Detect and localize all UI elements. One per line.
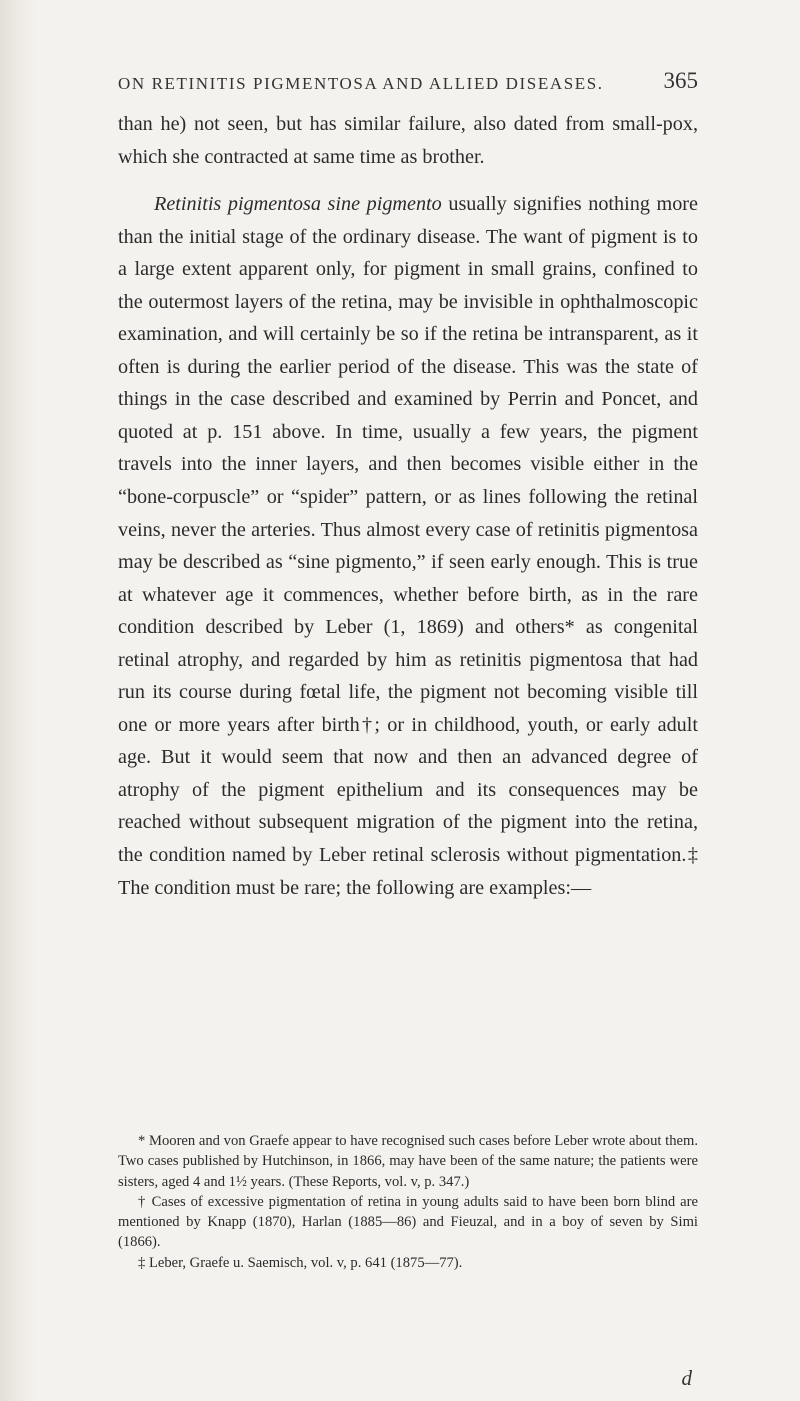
footnote: * Mooren and von Graefe appear to have recognised such cases before Leber wrote about them. Two cases published by Hutchinson, in 1866, may have been of the same nature; the patients were sisters, aged 4 and 1½ years. (These Reports, vol. v, p. 347.): [118, 1133, 698, 1190]
running-head: [118, 68, 698, 100]
footnote: † Cases of excessive pigmentation of retina in young adults said to have been born blind are mentioned by Knapp (1870), Harlan (1885—86) and Fieuzal, and in a boy of seven by Simi (1866).: [118, 1193, 698, 1251]
italic-term: Retinitis pigmentosa sine pigmento: [154, 193, 442, 216]
page-binding-shadow: [0, 0, 38, 1401]
running-title: ON RETINITIS PIGMENTOSA AND ALLIED DISEASES.: [118, 74, 604, 93]
text-segment: usually signifies nothing more than the initial stage of the ordinary disease. The want of pigment is to a large extent apparent only, for pigment in small grains, confined to the outermost layers of the retina, may be invisible in ophthalmoscopic examination, and will certainly be so if the retina be intransparent, as it often is during the earlier period of the disease. This was the state of things in the case described and examined by Perrin and Poncet, and quoted at p. 151 above. In time, usually a few years, the pigment travels into the inner layers, and then becomes visible either in the “bone-corpuscle” or “spider” pattern, or as lines following the retinal veins, never the arteries. Thus almost every case of retinitis pigmentosa may be described as “sine pigmento,” if seen early enough. This is true at whatever age it commences, whether before birth, as in the rare condition described by Leber (1, 1869) and others* as congenital retinal atrophy, and regarded by him as retinitis pigmentosa that had run its course during fœtal life, the pigment not becoming visible till one or more years after birth†; or in childhood, youth, or early adult age. But it would seem that now and then an advanced degree of atrophy of the pigment epithelium and its consequences may be reached without subsequent migration of the pigment into the retina, the condition named by Leber retinal sclerosis without pigmentation.‡ The condition must be rare; the following are examples:—: [118, 193, 698, 899]
paragraph: [118, 188, 698, 904]
footnote: ‡ Leber, Graefe u. Saemisch, vol. v, p. 641 (1875—77).: [138, 1254, 463, 1271]
signature-mark: d: [681, 1366, 692, 1390]
footnotes: [118, 1131, 698, 1273]
text-segment: than he) not seen, but has similar failure, also dated from small-pox, which she contracted at same time as brother.: [118, 113, 698, 168]
page-number: 365: [663, 68, 698, 93]
paragraph: [118, 108, 698, 173]
body-text: [118, 108, 698, 904]
